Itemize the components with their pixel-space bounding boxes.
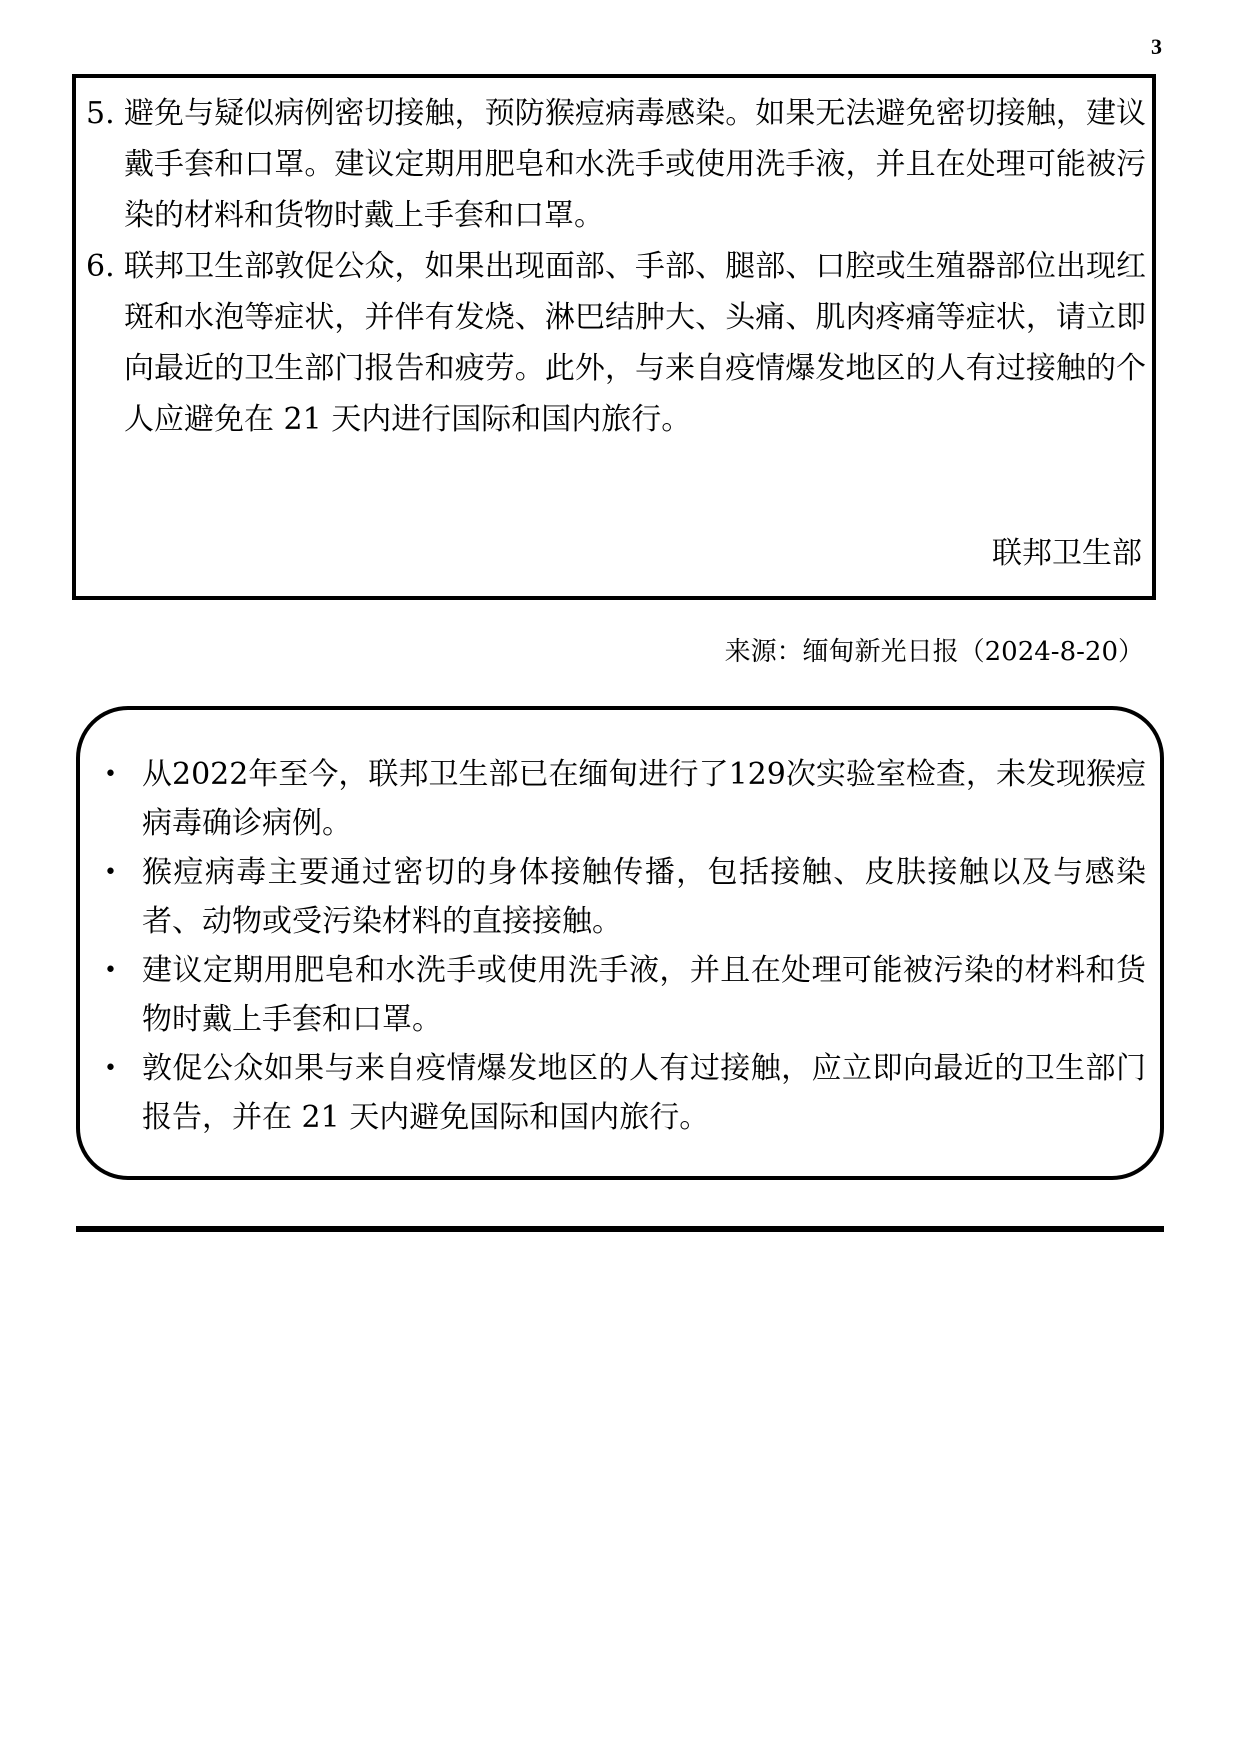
bullet-icon: • [104,860,117,885]
bullet-icon: • [104,1056,117,1081]
summary-item [100,946,1146,1044]
page-number: 3 [1151,34,1162,59]
summary-box [76,706,1164,1180]
signature: 联邦卫生部 [992,536,1142,571]
summary-item [100,848,1146,946]
summary-item [100,750,1146,848]
notice-item-text: 避免与疑似病例密切接触，预防猴痘病毒感染。如果无法避免密切接触，建议戴手套和口罩。建议定期用肥皂和水洗手或使用洗手液，并且在处理可能被污染的材料和货物时戴上手套和口罩。 [124,96,1146,233]
notice-item-number: 5. [86,96,115,131]
notice-item-text: 联邦卫生部敦促公众，如果出现面部、手部、腿部、口腔或生殖器部位出现红斑和水泡等症状，并伴有发烧、淋巴结肿大、头痛、肌肉疼痛等症状，请立即向最近的卫生部门报告和疲劳。此外，与来自疫情爆发地区的人有过接触的个人应避免在 21 天内进行国际和国内旅行。 [124,249,1146,437]
summary-item-text: 敦促公众如果与来自疫情爆发地区的人有过接触，应立即向最近的卫生部门报告，并在 21 天内避免国际和国内旅行。 [142,1051,1146,1135]
summary-list [100,750,1146,1142]
summary-item-text: 从2022年至今，联邦卫生部已在缅甸进行了129次实验室检查，未发现猴痘病毒确诊病例。 [142,757,1146,841]
summary-item [100,1044,1146,1142]
notice-list [86,88,1146,445]
notice-item-number: 6. [86,249,115,284]
source-citation: 来源：缅甸新光日报（2024-8-20） [724,637,1144,667]
notice-box [72,74,1156,600]
summary-item-text: 建议定期用肥皂和水洗手或使用洗手液，并且在处理可能被污染的材料和货物时戴上手套和口罩。 [142,953,1146,1037]
footer-divider [76,1226,1164,1232]
notice-item [86,241,1146,445]
summary-item-text: 猴痘病毒主要通过密切的身体接触传播，包括接触、皮肤接触以及与感染者、动物或受污染材料的直接接触。 [142,855,1146,939]
bullet-icon: • [104,762,117,787]
bullet-icon: • [104,958,117,983]
notice-item [86,88,1146,241]
